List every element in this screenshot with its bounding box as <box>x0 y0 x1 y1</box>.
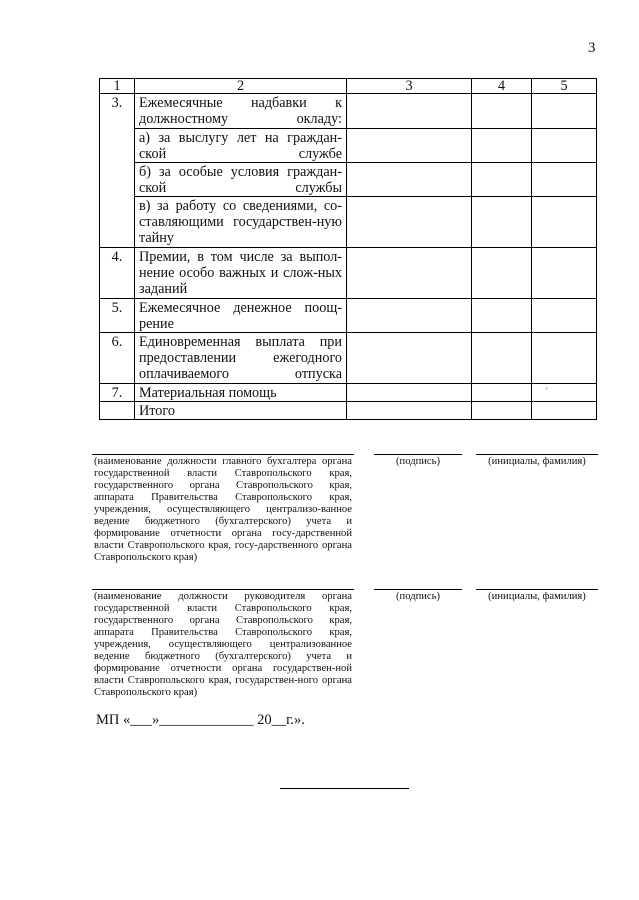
stamp-date-line: МП «___»_____________ 20__г.». <box>96 712 305 728</box>
cell-col-5 <box>532 299 597 333</box>
cell-col-3 <box>347 402 472 420</box>
row-number: 4. <box>100 248 135 299</box>
row-number: 3. <box>100 94 135 248</box>
cell-col-4 <box>472 384 532 402</box>
cell-col-4 <box>472 333 532 384</box>
cell-col-3 <box>347 94 472 129</box>
row-number: 5. <box>100 299 135 333</box>
cell-col-5 <box>532 248 597 299</box>
row-label: Итого <box>135 402 347 420</box>
table-row <box>100 248 597 299</box>
row-label: Единовременная выплата при предоставлении ежегодного оплачиваемого отпуска <box>135 333 347 384</box>
cell-col-5 <box>532 384 597 402</box>
cell-col-4 <box>472 402 532 420</box>
header-col-4: 4 <box>472 79 532 94</box>
row-number <box>100 402 135 420</box>
header-col-2: 2 <box>135 79 347 94</box>
row-label: б) за особые условия граждан-ской службы <box>135 163 347 197</box>
row-label: в) за работу со сведениями, со-ставляющими государствен-ную тайну <box>135 197 347 248</box>
table-row <box>100 197 597 248</box>
table-row <box>100 384 597 402</box>
closing-rule <box>280 788 409 789</box>
cell-col-5 <box>532 94 597 129</box>
cell-col-3 <box>347 129 472 163</box>
cell-col-4 <box>472 129 532 163</box>
cell-col-5 <box>532 197 597 248</box>
cell-col-3 <box>347 197 472 248</box>
table-row-total <box>100 402 597 420</box>
table-row <box>100 333 597 384</box>
cell-col-3 <box>347 299 472 333</box>
cell-col-5 <box>532 402 597 420</box>
position-description: (наименование должности главного бухгалтера органа государственной власти Ставропольского края, государственного органа Ставропольского края, аппарата Правительства Ставропольского края, учреждения, осуществляющего централизо-ванное ведение бюджетного (бухгалтерского) учета и формирование отчетности органа госу-дарственной власти Ставропольского края, госу-дарственного органа Ставропольского края) <box>94 456 352 563</box>
cell-col-4 <box>472 299 532 333</box>
table-row <box>100 299 597 333</box>
table-row <box>100 94 597 129</box>
header-col-1: 1 <box>100 79 135 94</box>
cell-col-4 <box>472 248 532 299</box>
cell-col-3 <box>347 384 472 402</box>
signature-line <box>374 454 462 455</box>
row-number: 7. <box>100 384 135 402</box>
position-description: (наименование должности руководителя органа государственной власти Ставропольского края, государственного органа Ставропольского края, аппарата Правительства Ставропольского края, учреждения, осуществляющего централизованное ведение бюджетного (бухгалтерского) учета и формирование отчетности органа государствен-ной власти Ставропольского края, государствен-ного органа Ставропольского края) <box>94 591 352 698</box>
signature-line <box>374 589 462 590</box>
name-line <box>476 589 598 590</box>
header-col-3: 3 <box>347 79 472 94</box>
signature-caption: (подпись) <box>396 456 440 467</box>
name-line <box>476 454 598 455</box>
cell-col-4 <box>472 94 532 129</box>
position-line <box>92 589 354 590</box>
page-number: 3 <box>588 40 596 56</box>
cell-col-3 <box>347 248 472 299</box>
table-row <box>100 129 597 163</box>
cell-col-5 <box>532 333 597 384</box>
payments-table <box>99 78 597 420</box>
table-header-row <box>100 79 597 94</box>
cell-col-4 <box>472 197 532 248</box>
row-label: а) за выслугу лет на граждан-ской службе <box>135 129 347 163</box>
stray-mark: ' <box>546 386 548 396</box>
signature-caption: (подпись) <box>396 591 440 602</box>
name-caption: (инициалы, фамилия) <box>488 456 586 467</box>
row-number: 6. <box>100 333 135 384</box>
row-label: Ежемесячные надбавки к должностному окладу: <box>135 94 347 129</box>
name-caption: (инициалы, фамилия) <box>488 591 586 602</box>
table-row <box>100 163 597 197</box>
header-col-5: 5 <box>532 79 597 94</box>
row-label: Материальная помощь <box>135 384 347 402</box>
cell-col-5 <box>532 163 597 197</box>
cell-col-3 <box>347 163 472 197</box>
position-line <box>92 454 354 455</box>
row-label: Ежемесячное денежное поощ-рение <box>135 299 347 333</box>
row-label: Премии, в том числе за выпол-нение особо важных и слож-ных заданий <box>135 248 347 299</box>
cell-col-4 <box>472 163 532 197</box>
cell-col-3 <box>347 333 472 384</box>
cell-col-5 <box>532 129 597 163</box>
